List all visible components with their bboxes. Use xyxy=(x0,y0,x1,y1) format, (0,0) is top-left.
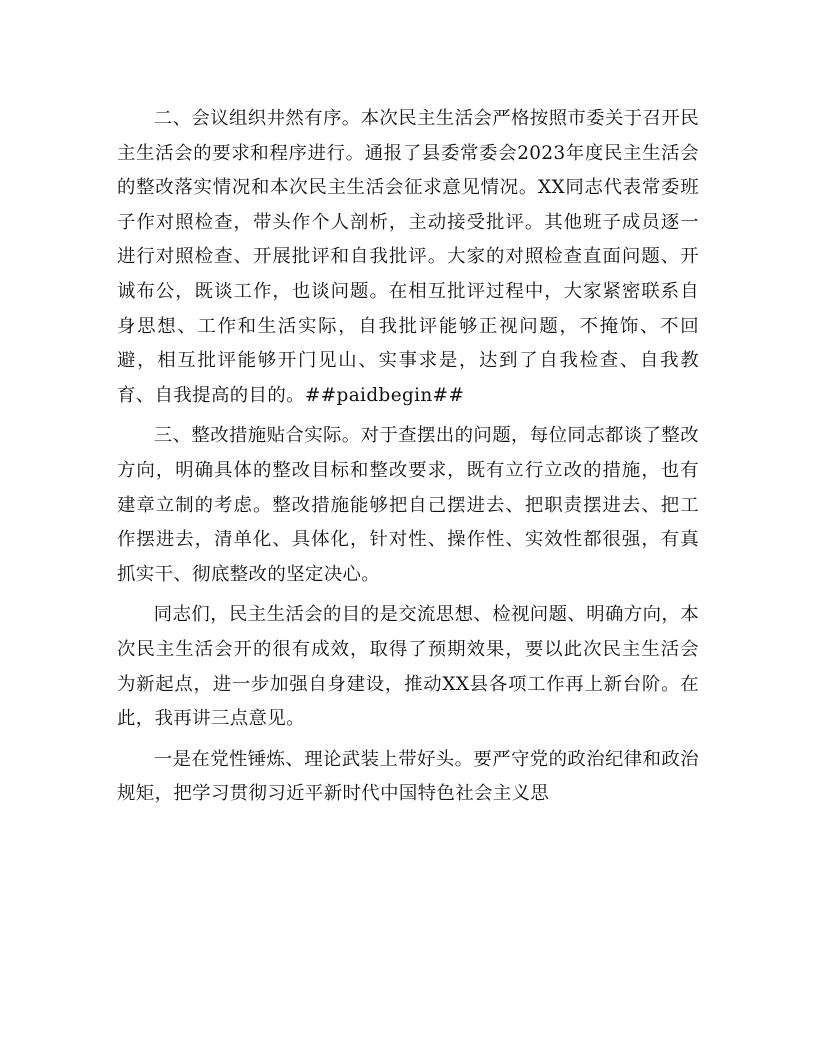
paragraph-party-spirit: 一是在党性锤炼、理论武装上带好头。要严守党的政治纪律和政治规矩，把学习贯彻习近平新时代中国特色社会主义思 xyxy=(117,748,699,805)
paragraph-rectification-measures: 三、整改措施贴合实际。对于查摆出的问题，每位同志都谈了整改方向，明确具体的整改目标和整改要求，既有立行立改的措施，也有建章立制的考虑。整改措施能够把自己摆进去、把职责摆进去、把工作摆进去，清单化、具体化，针对性、操作性、实效性都很强，有真抓实干、彻底整改的坚定决心。 xyxy=(117,425,699,585)
paragraph-comrades-summary: 同志们，民主生活会的目的是交流思想、检视问题、明确方向，本次民主生活会开的很有成效，取得了预期效果，要以此次民主生活会为新起点，进一步加强自身建设，推动XX县各项工作再上新台阶。在此，我再讲三点意见。 xyxy=(117,604,699,730)
document-body xyxy=(117,102,699,818)
paragraph-meeting-organization: 二、会议组织井然有序。本次民主生活会严格按照市委关于召开民主生活会的要求和程序进行。通报了县委常委会2023年度民主生活会的整改落实情况和本次民主生活会征求意见情况。XX同志代表常委班子作对照检查，带头作个人剖析，主动接受批评。其他班子成员逐一进行对照检查、开展批评和自我批评。大家的对照检查直面问题、开诚布公，既谈工作，也谈问题。在相互批评过程中，大家紧密联系自身思想、工作和生活实际，自我批评能够正视问题，不掩饰、不回避，相互批评能够开门见山、实事求是，达到了自我检查、自我教育、自我提高的目的。##paidbegin## xyxy=(117,108,699,406)
